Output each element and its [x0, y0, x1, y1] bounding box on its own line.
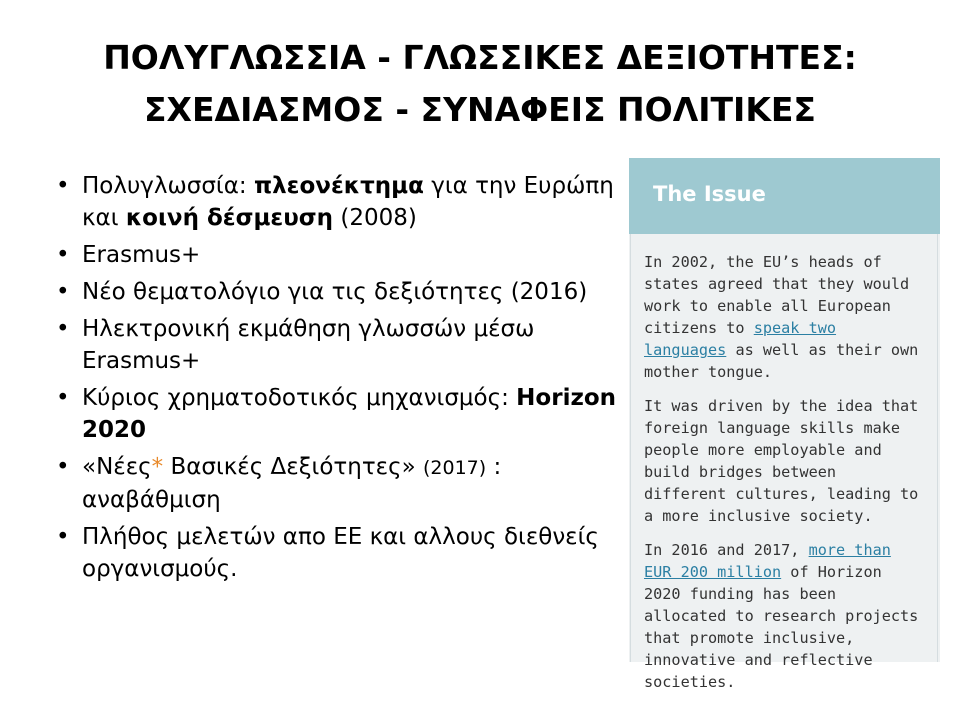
slide-title-line-2: ΣΧΕΔΙΑΣΜΟΣ - ΣΥΝΑΦΕΙΣ ΠΟΛΙΤΙΚΕΣ — [144, 90, 816, 129]
bullet-year-text: (2017) — [422, 457, 487, 479]
bullet-text: Βασικές Δεξιότητες» — [163, 454, 423, 480]
bullet-item — [56, 521, 616, 585]
issue-text: In 2016 and 2017, — [644, 541, 809, 559]
bullet-item — [56, 170, 616, 234]
bullet-item — [56, 451, 616, 516]
bullet-dot-icon: • — [56, 385, 70, 411]
issue-box-title: The Issue — [653, 182, 766, 206]
bullet-text: Erasmus+ — [82, 242, 201, 268]
bullet-item — [56, 239, 616, 271]
bullet-item — [56, 276, 616, 308]
bullet-dot-icon: • — [56, 524, 70, 550]
bullet-text: (2008) — [333, 205, 417, 231]
slide-title-line-1: ΠΟΛΥΓΛΩΣΣΙΑ - ΓΛΩΣΣΙΚΕΣ ΔΕΞΙΟΤΗΤΕΣ: — [103, 38, 857, 77]
bullet-text: για την Ευρώπη και — [82, 173, 614, 231]
issue-paragraph — [631, 251, 937, 383]
issue-text: as well as their own mother tongue. — [644, 341, 919, 381]
bullet-text: «Νέες — [82, 454, 152, 480]
asterisk-mark: * — [151, 454, 164, 480]
bullet-dot-icon: • — [56, 454, 70, 480]
funding-amount-link[interactable]: more than EUR 200 million — [644, 541, 891, 581]
bullet-text: Ηλεκτρονική εκμάθηση γλωσσών μέσω Erasmus+ — [82, 316, 535, 374]
issue-box-body — [630, 234, 938, 691]
slide-title — [0, 32, 960, 136]
bullet-bold-text: κοινή δέσμευση — [125, 205, 334, 231]
speak-two-languages-link[interactable]: speak two languages — [644, 319, 837, 359]
bullet-bold-text: Horizon 2020 — [82, 385, 617, 443]
bullet-dot-icon: • — [56, 242, 70, 268]
issue-box-header — [629, 158, 940, 234]
bullet-item — [56, 313, 616, 377]
bullet-text: Πολυγλωσσία: — [82, 173, 254, 199]
bullet-text: Νέο θεματολόγιο για τις δεξιότητες (2016) — [82, 279, 588, 305]
issue-box-screenshot — [629, 158, 940, 691]
bullet-text: Κύριος χρηματοδοτικός μηχανισμός: — [82, 385, 517, 411]
issue-text: In 2002, the EU’s heads of states agreed that they would work to enable all European citizens to — [644, 253, 910, 337]
issue-paragraph — [631, 539, 937, 693]
issue-text: of Horizon 2020 funding has been allocated to research projects that promote inclusive, innovative and reflective societies. — [644, 563, 919, 691]
bullet-dot-icon: • — [56, 316, 70, 342]
bullet-dot-icon: • — [56, 279, 70, 305]
bullet-dot-icon: • — [56, 173, 70, 199]
bullet-list — [56, 170, 616, 590]
bullet-text: : αναβάθμιση — [82, 454, 502, 513]
bullet-item — [56, 382, 616, 446]
issue-paragraph: It was driven by the idea that foreign language skills make people more employable and build bridges between different cultures, leading to a more inclusive society. — [644, 397, 919, 525]
bullet-bold-text: πλεονέκτημα — [253, 173, 424, 199]
bullet-text: Πλήθος μελετών απο ΕΕ και αλλους διεθνείς οργανισμούς. — [82, 524, 599, 582]
